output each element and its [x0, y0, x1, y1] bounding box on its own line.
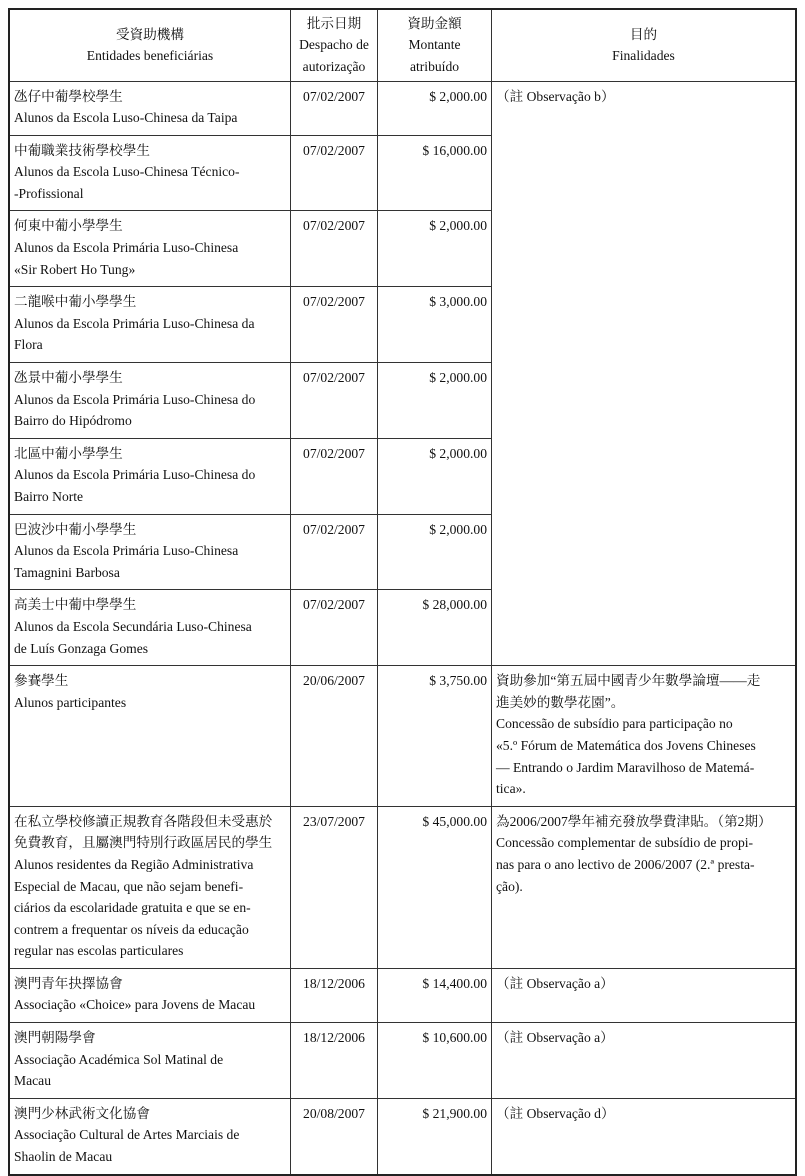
- entity-cell: 高美士中葡中學學生 Alunos da Escola Secundária Luso-Chinesa de Luís Gonzaga Gomes: [9, 590, 291, 666]
- table-row: [9, 968, 796, 1022]
- entity-cell: 何東中葡小學學生 Alunos da Escola Primária Luso-Chinesa «Sir Robert Ho Tung»: [9, 211, 291, 287]
- date-cell: 07/02/2007: [291, 211, 378, 287]
- header-purpose: 目的 Finalidades: [492, 9, 797, 81]
- entity-cell: 澳門少林武術文化協會 Associação Cultural de Artes Marciais de Shaolin de Macau: [9, 1098, 291, 1174]
- header-row: [9, 9, 796, 81]
- date-cell: 20/06/2007: [291, 666, 378, 807]
- entity-cell: 氹景中葡小學學生 Alunos da Escola Primária Luso-Chinesa do Bairro do Hipódromo: [9, 363, 291, 439]
- date-cell: 18/12/2006: [291, 968, 378, 1022]
- amount-cell: $ 14,400.00: [378, 968, 492, 1022]
- date-cell: 20/08/2007: [291, 1098, 378, 1174]
- date-cell: 07/02/2007: [291, 590, 378, 666]
- entity-cell: 二龍喉中葡小學學生 Alunos da Escola Primária Luso-Chinesa da Flora: [9, 287, 291, 363]
- amount-cell: $ 2,000.00: [378, 514, 492, 590]
- entity-cell: 巴波沙中葡小學學生 Alunos da Escola Primária Luso-Chinesa Tamagnini Barbosa: [9, 514, 291, 590]
- table-row: [9, 1098, 796, 1174]
- date-cell: 07/02/2007: [291, 514, 378, 590]
- table-row: [9, 1023, 796, 1099]
- table-body: [9, 81, 796, 1175]
- purpose-cell: （註 Observação d）: [492, 1098, 797, 1174]
- entity-cell: 中葡職業技術學校學生 Alunos da Escola Luso-Chinesa Técnico- -Profissional: [9, 135, 291, 211]
- amount-cell: $ 21,900.00: [378, 1098, 492, 1174]
- amount-cell: $ 28,000.00: [378, 590, 492, 666]
- entity-cell: 澳門青年抉擇協會 Associação «Choice» para Jovens de Macau: [9, 968, 291, 1022]
- table-row: [9, 666, 796, 807]
- amount-cell: $ 10,600.00: [378, 1023, 492, 1099]
- amount-cell: $ 3,000.00: [378, 287, 492, 363]
- entity-cell: 在私立學校修讀正規教育各階段但未受惠於 免費教育，且屬澳門特別行政區居民的學生 Alunos residentes da Região Administrativa Especial de Macau, que não sejam benefi- ciários da escolaridade gratuita e que se en- contrem a frequentar os níveis da educação regular nas escolas particulares: [9, 806, 291, 968]
- header-date: 批示日期 Despacho de autorização: [291, 9, 378, 81]
- purpose-cell: （註 Observação b）: [492, 81, 797, 666]
- amount-cell: $ 16,000.00: [378, 135, 492, 211]
- amount-cell: $ 45,000.00: [378, 806, 492, 968]
- entity-cell: 北區中葡小學學生 Alunos da Escola Primária Luso-Chinesa do Bairro Norte: [9, 438, 291, 514]
- amount-cell: $ 2,000.00: [378, 81, 492, 135]
- date-cell: 07/02/2007: [291, 438, 378, 514]
- purpose-cell: 為2006/2007學年補充發放學費津貼。（第2期） Concessão complementar de subsídio de propi- nas para o ano lectivo de 2006/2007 (2.ª presta- ção).: [492, 806, 797, 968]
- header-entity: 受資助機構 Entidades beneficiárias: [9, 9, 291, 81]
- date-cell: 18/12/2006: [291, 1023, 378, 1099]
- purpose-cell: 資助參加“第五屆中國青少年數學論壇——走 進美妙的數學花園”。 Concessão de subsídio para participação no «5.º Fórum de Matemática dos Jovens Chineses — Entrando o Jardim Maravilhoso de Matemá- tica».: [492, 666, 797, 807]
- purpose-cell: （註 Observação a）: [492, 968, 797, 1022]
- amount-cell: $ 2,000.00: [378, 363, 492, 439]
- subsidy-table: [8, 8, 797, 1176]
- table-row: [9, 81, 796, 135]
- table-row: [9, 806, 796, 968]
- entity-cell: 澳門朝陽學會 Associação Académica Sol Matinal de Macau: [9, 1023, 291, 1099]
- date-cell: 07/02/2007: [291, 81, 378, 135]
- amount-cell: $ 3,750.00: [378, 666, 492, 807]
- header-amount: 資助金額 Montante atribuído: [378, 9, 492, 81]
- date-cell: 07/02/2007: [291, 135, 378, 211]
- entity-cell: 氹仔中葡學校學生 Alunos da Escola Luso-Chinesa da Taipa: [9, 81, 291, 135]
- date-cell: 23/07/2007: [291, 806, 378, 968]
- amount-cell: $ 2,000.00: [378, 438, 492, 514]
- entity-cell: 參賽學生 Alunos participantes: [9, 666, 291, 807]
- amount-cell: $ 2,000.00: [378, 211, 492, 287]
- date-cell: 07/02/2007: [291, 287, 378, 363]
- date-cell: 07/02/2007: [291, 363, 378, 439]
- purpose-cell: （註 Observação a）: [492, 1023, 797, 1099]
